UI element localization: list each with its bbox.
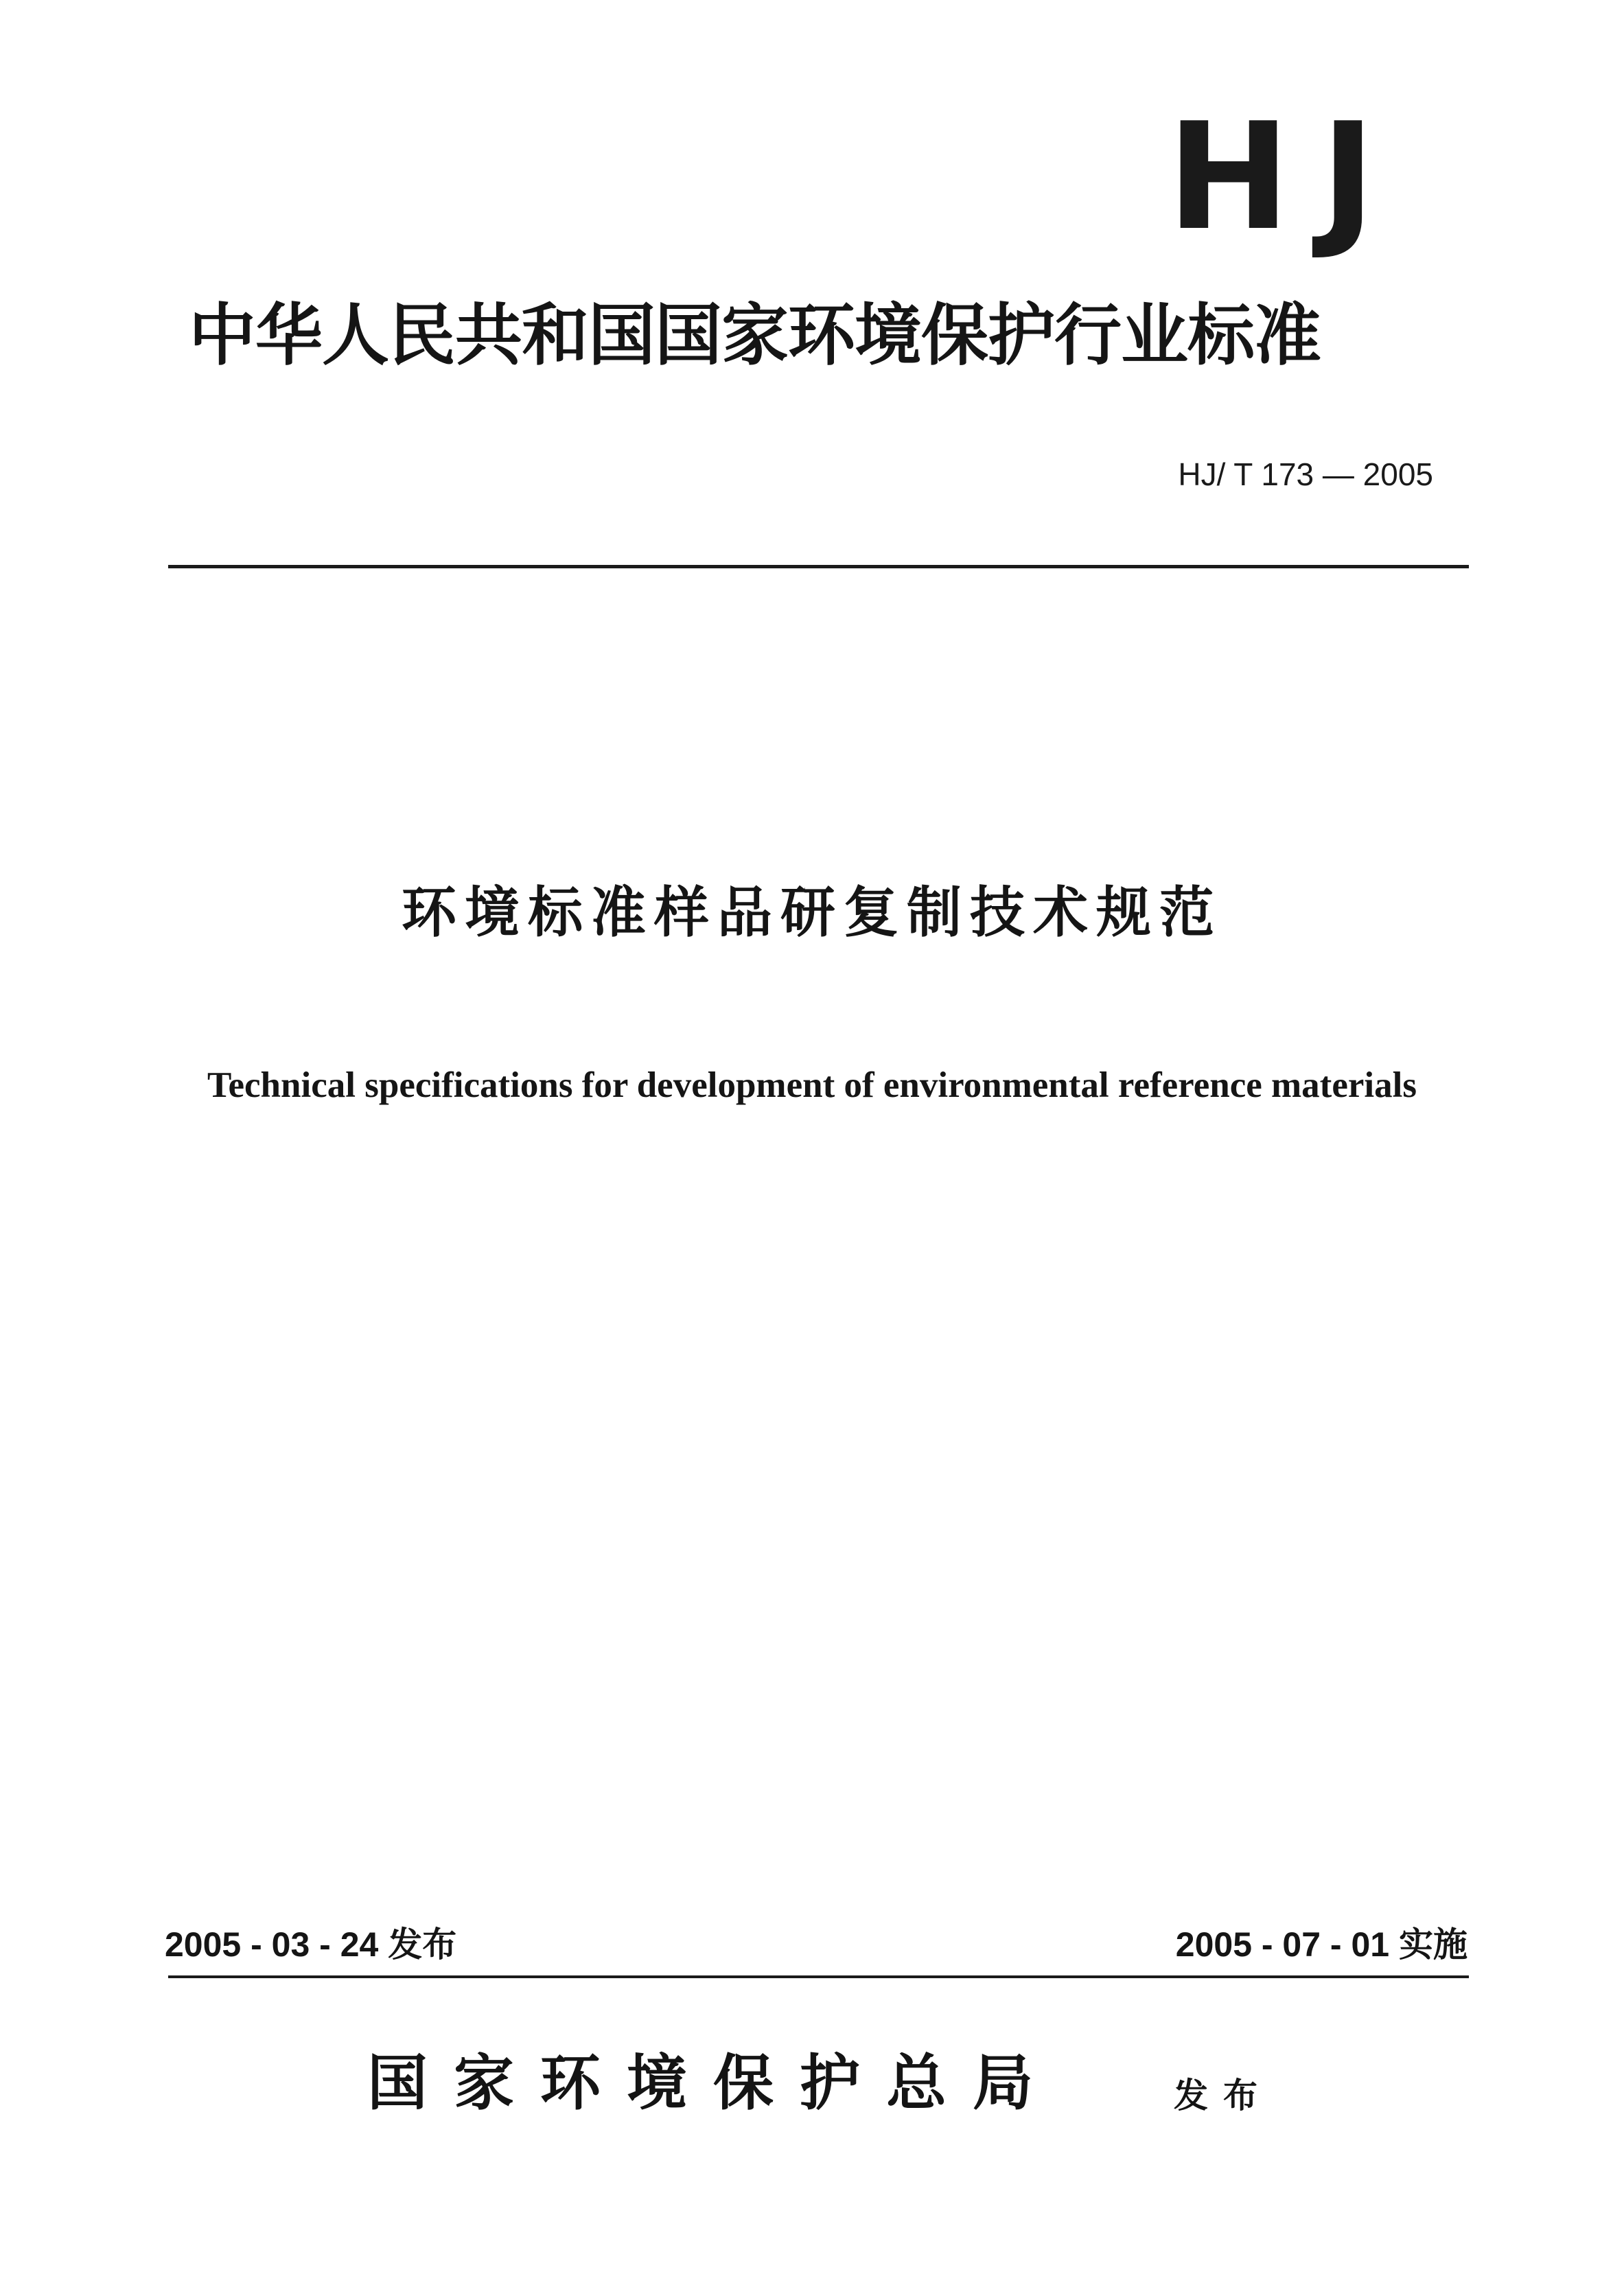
hj-logo: HJ <box>1167 91 1406 263</box>
document-title-english: Technical specifications for development of environmental reference materials <box>207 1065 1417 1105</box>
issue-date: 2005 - 03 - 24 发布 <box>165 1925 457 1964</box>
document-title-chinese: 环境标准样品研复制技术规范 <box>402 881 1222 944</box>
issuing-authority: 国家环境保护总局 <box>367 2047 1060 2118</box>
header-divider <box>168 565 1469 568</box>
effective-date: 2005 - 07 - 01 实施 <box>1175 1925 1468 1964</box>
standard-category-heading: 中华人民共和国国家环境保护行业标准 <box>189 297 1321 375</box>
standard-number: HJ/ T 173 — 2005 <box>1178 456 1433 492</box>
footer-divider <box>168 1975 1469 1978</box>
issuing-authority-suffix: 发布 <box>1174 2075 1273 2115</box>
